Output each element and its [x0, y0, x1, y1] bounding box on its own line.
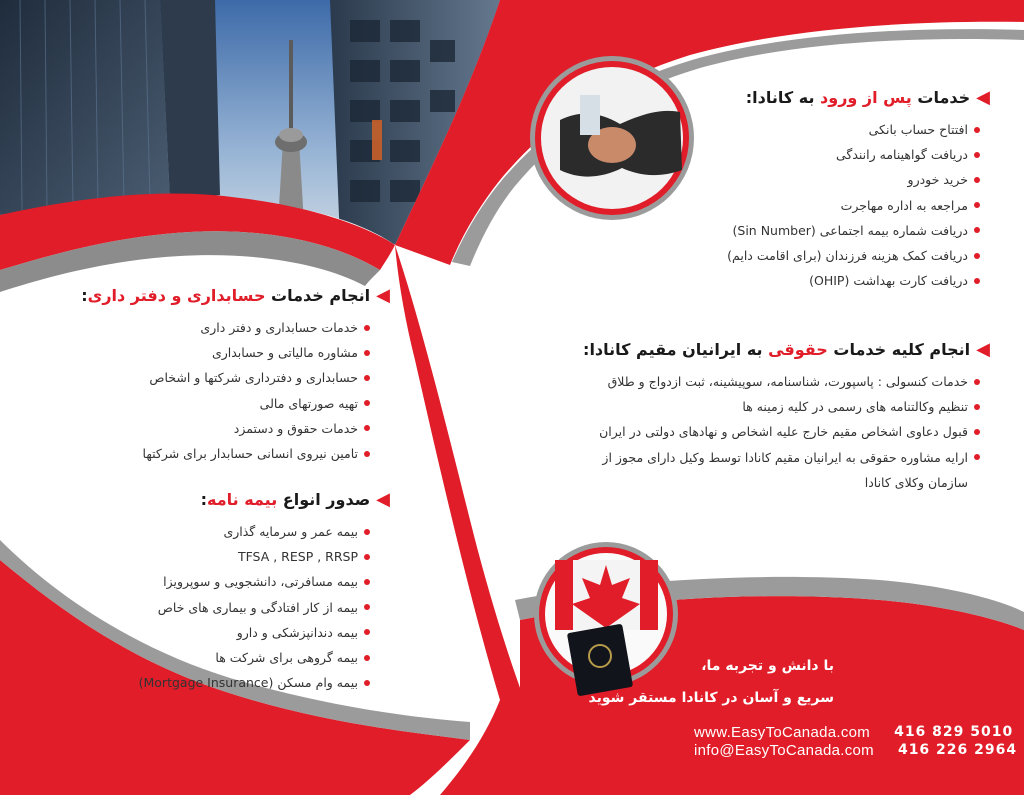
tagline-line-1: با دانش و تجربه ما، — [701, 658, 834, 674]
email-link[interactable]: info@EasyToCanada.com — [694, 742, 874, 759]
red-dot-icon — [364, 579, 370, 585]
list-item: TFSA , RESP , RRSP — [90, 544, 370, 569]
insurance-heading-accent: بیمه نامه — [207, 490, 278, 509]
insurance-heading — [90, 490, 390, 509]
red-dot-icon — [364, 375, 370, 381]
list-item: قبول دعاوی اشخاص مقیم خارج علیه اشخاص و نهادهای دولتی در ایران — [520, 419, 980, 444]
red-dot-icon — [364, 680, 370, 686]
arrival-heading-accent: پس از ورود — [820, 88, 912, 107]
list-item: دریافت شماره بیمه اجتماعی (Sin Number) — [700, 218, 980, 243]
list-item: تامین نیروی انسانی حسابدار برای شرکتها — [90, 441, 370, 466]
list-item: بیمه عمر و سرمایه گذاری — [90, 519, 370, 544]
red-dot-icon — [974, 253, 980, 259]
arrival-heading — [700, 88, 990, 107]
red-dot-icon — [974, 429, 980, 435]
list-item: دریافت کمک هزینه فرزندان (برای اقامت دایم) — [700, 243, 980, 268]
red-dot-icon — [364, 655, 370, 661]
red-dot-icon — [364, 425, 370, 431]
list-item: خدمات کنسولی : پاسپورت، شناسنامه، سوپیشینه، ثبت ازدواج و طلاق — [520, 369, 980, 394]
accounting-list — [90, 315, 390, 466]
list-item: بیمه دندانپزشکی و دارو — [90, 620, 370, 645]
red-arrow-icon: ◀ — [976, 86, 990, 108]
list-item: ارایه مشاوره حقوقی به ایرانیان مقیم کانادا توسط وکیل دارای مجوز از سازمان وکلای کانادا — [560, 445, 980, 495]
red-dot-icon — [364, 554, 370, 560]
legal-heading-text: انجام کلیه خدمات — [827, 340, 971, 359]
red-dot-icon — [974, 227, 980, 233]
list-item: مراجعه به اداره مهاجرت — [700, 193, 980, 218]
arrival-heading-tail: به کانادا: — [745, 88, 821, 107]
red-dot-icon — [974, 454, 980, 460]
accounting-section — [81, 284, 390, 466]
insurance-heading-text: صدور انواع — [277, 490, 371, 509]
contact-row-2 — [694, 742, 1017, 759]
accounting-heading-text: انجام خدمات — [265, 286, 371, 305]
red-dot-icon — [974, 379, 980, 385]
red-dot-icon — [974, 404, 980, 410]
arrival-heading-text: خدمات — [911, 88, 971, 107]
phone-2[interactable]: 416 226 2964 — [897, 742, 1018, 758]
list-item: بیمه گروهی برای شرکت ها — [90, 645, 370, 670]
list-item: خرید خودرو — [700, 167, 980, 192]
red-dot-icon — [364, 451, 370, 457]
red-arrow-icon: ◀ — [376, 284, 390, 306]
insurance-list — [90, 519, 390, 695]
accounting-heading-accent: حسابداری و دفتر داری — [87, 286, 266, 305]
accounting-heading — [81, 284, 390, 306]
list-item: بیمه مسافرتی، دانشجویی و سوپرویزا — [90, 569, 370, 594]
insurance-section — [90, 490, 390, 695]
list-item: تنظیم وکالتنامه های رسمی در کلیه زمینه ها — [520, 394, 980, 419]
red-dot-icon — [974, 177, 980, 183]
red-arrow-icon: ◀ — [376, 488, 390, 510]
legal-heading — [520, 340, 990, 359]
phone-1[interactable]: 416 829 5010 — [894, 724, 1014, 740]
list-item: افتتاح حساب بانکی — [700, 117, 980, 142]
arrival-section — [700, 88, 990, 293]
list-item: خدمات حقوق و دستمزد — [90, 416, 370, 441]
legal-heading-tail: به ایرانیان مقیم کانادا: — [583, 340, 769, 359]
legal-heading-accent: حقوقی — [768, 340, 828, 359]
red-dot-icon — [364, 325, 370, 331]
list-item: مشاوره مالیاتی و حسابداری — [90, 340, 370, 365]
list-item: بیمه وام مسکن (Mortgage Insurance) — [90, 670, 370, 695]
list-item: تهیه صورتهای مالی — [90, 391, 370, 416]
website-link[interactable]: www.EasyToCanada.com — [694, 724, 871, 741]
accounting-heading-tail: : — [81, 286, 88, 305]
list-item: خدمات حسابداری و دفتر داری — [90, 315, 370, 340]
insurance-heading-tail: : — [200, 490, 208, 509]
red-dot-icon — [364, 400, 370, 406]
legal-section — [520, 340, 990, 495]
red-dot-icon — [364, 529, 370, 535]
red-dot-icon — [974, 202, 980, 208]
tagline-line-2: سریع و آسان در کانادا مستقر شوید — [588, 690, 834, 706]
arrival-list — [700, 117, 990, 293]
list-item: حسابداری و دفترداری شرکتها و اشخاص — [90, 365, 370, 390]
red-dot-icon — [364, 350, 370, 356]
red-dot-icon — [364, 604, 370, 610]
red-dot-icon — [364, 629, 370, 635]
contact-row-1 — [694, 724, 1013, 741]
list-item: بیمه از کار افتادگی و بیماری های خاص — [90, 595, 370, 620]
list-item: دریافت گواهینامه رانندگی — [700, 142, 980, 167]
red-dot-icon — [974, 127, 980, 133]
legal-list — [520, 369, 990, 495]
red-dot-icon — [974, 278, 980, 284]
red-dot-icon — [974, 152, 980, 158]
list-item: دریافت کارت بهداشت (OHIP) — [700, 268, 980, 293]
red-arrow-icon: ◀ — [976, 338, 990, 360]
